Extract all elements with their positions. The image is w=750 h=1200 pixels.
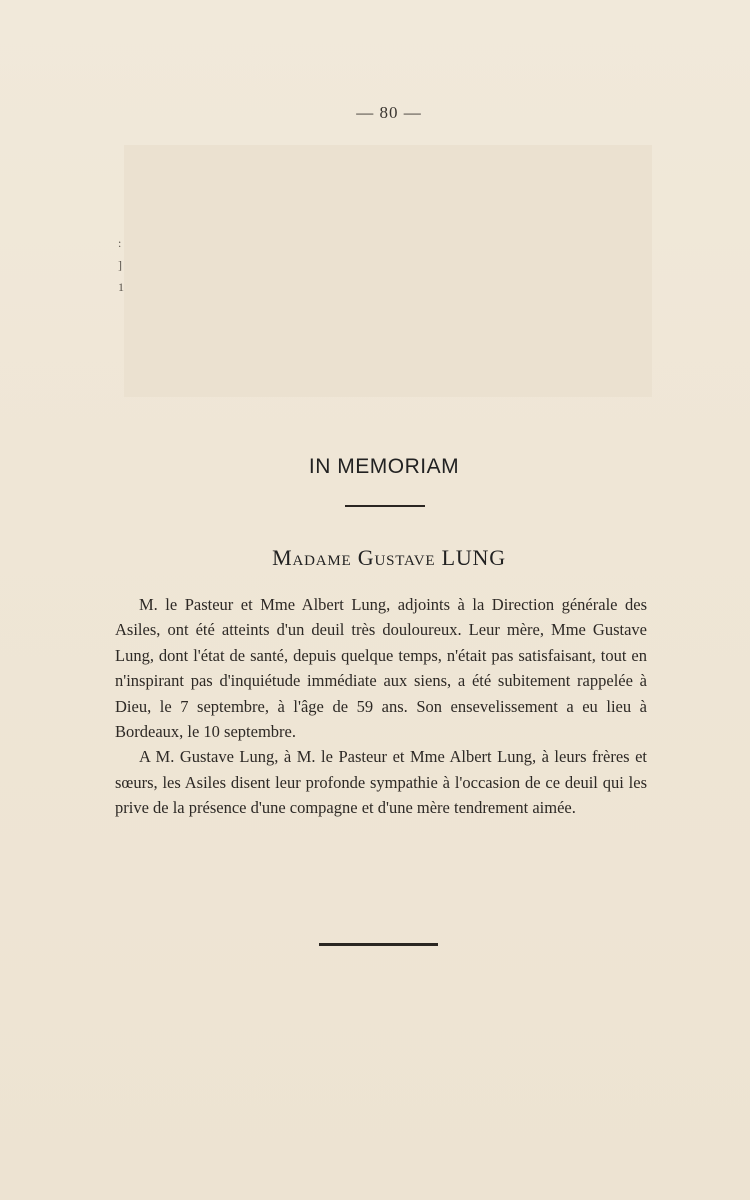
margin-marks	[118, 232, 124, 298]
heading-divider	[345, 505, 425, 507]
margin-mark: ]	[118, 258, 122, 272]
margin-mark: :	[118, 236, 122, 250]
section-subheading: Madame Gustave LUNG	[272, 545, 506, 570]
body-text	[115, 592, 647, 821]
blank-area	[124, 145, 652, 397]
section-heading: IN MEMORIAM	[308, 455, 460, 478]
page-number: — 80 —	[356, 103, 422, 122]
closing-divider	[319, 943, 438, 946]
margin-mark: 1	[118, 280, 124, 294]
paragraph: A M. Gustave Lung, à M. le Pasteur et Mme Albert Lung, à leurs frères et sœurs, les Asiles disent leur profonde sympathie à l'occasion de ce deuil qui les prive de la présence d'une compagne et d'une mère tendrement aimée.	[115, 747, 647, 818]
paragraph: M. le Pasteur et Mme Albert Lung, adjoints à la Direction générale des Asiles, ont été atteints d'un deuil très douloureux. Leur mère, Mme Gustave Lung, dont l'état de santé, depuis quelque temps, n'était pas satisfaisant, tout en n'inspirant pas d'inquiétude immédiate aux siens, a été subitement rappelée à Dieu, le 7 septembre, à l'âge de 59 ans. Son ensevelissement a eu lieu à Bordeaux, le 10 septembre.	[115, 595, 647, 742]
